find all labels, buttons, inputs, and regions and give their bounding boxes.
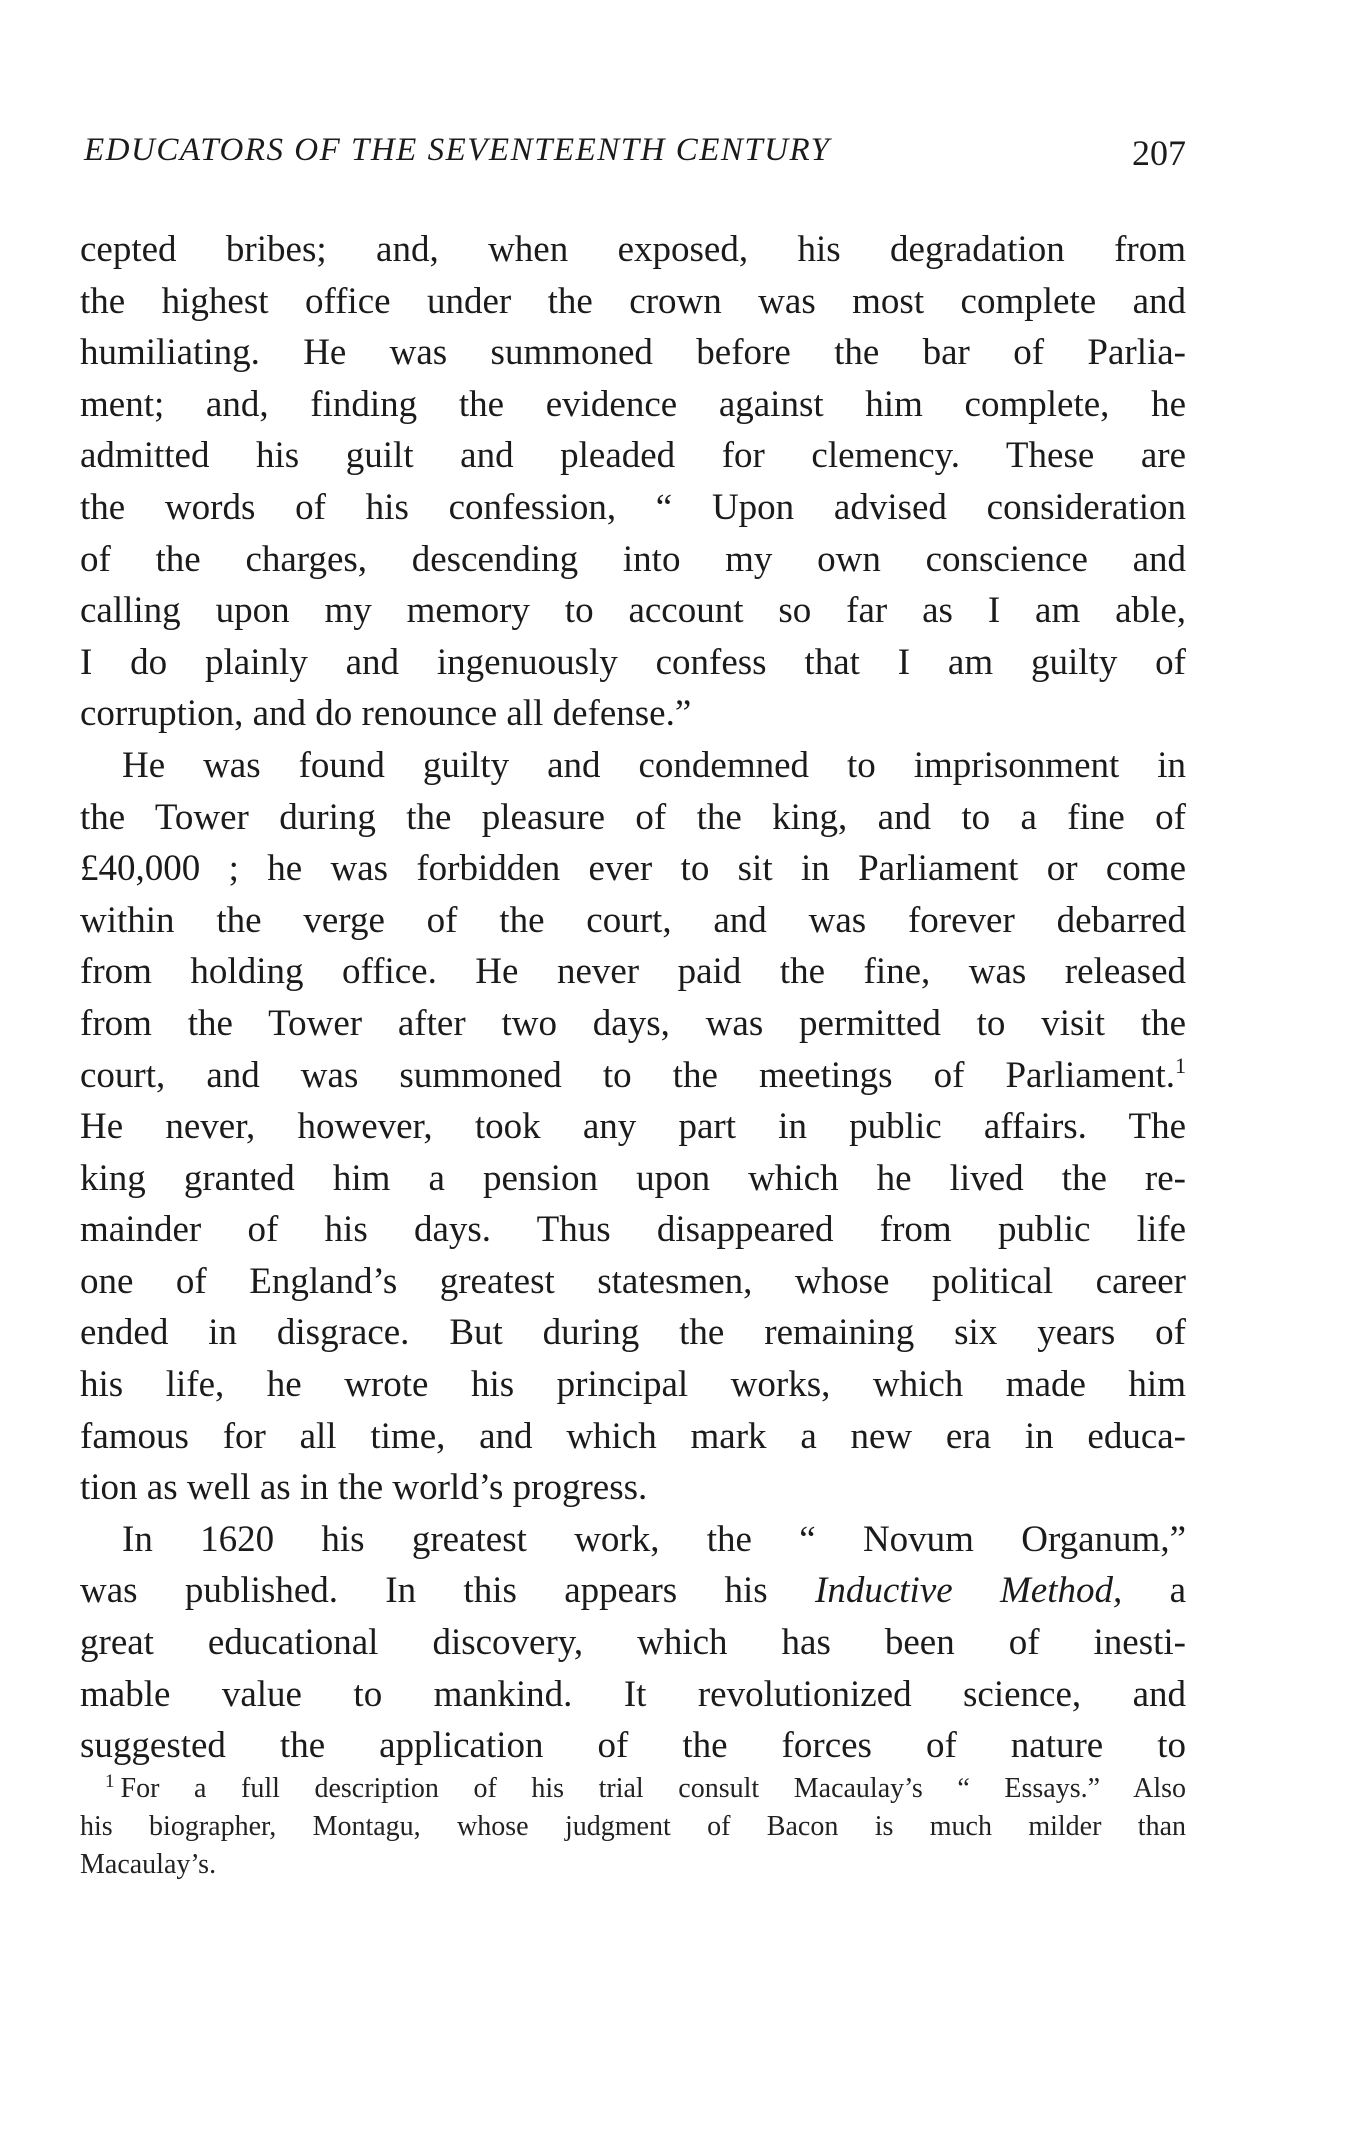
text-line-with-emphasis xyxy=(80,1565,1186,1617)
text-line: ended in disgrace. But during the remaining six years of xyxy=(80,1312,1186,1354)
text-line-content: court, and was summoned to the meetings of Parliament. xyxy=(80,1054,1175,1096)
text-line: I do plainly and ingenuously confess that I am guilty of xyxy=(80,641,1186,683)
footnote-marker: 1 xyxy=(105,1771,115,1792)
text-line: king granted him a pension upon which he lived the re- xyxy=(80,1157,1186,1199)
text-line: the highest office under the crown was most complete and xyxy=(80,280,1186,322)
text-line: ment; and, finding the evidence against him complete, he xyxy=(80,383,1186,425)
footnote-text: For a full description of his trial consult Macaulay’s “ Essays.” Also xyxy=(120,1773,1186,1804)
text-line: tion as well as in the world’s progress. xyxy=(80,1467,648,1509)
text-line: admitted his guilt and pleaded for clemency. These are xyxy=(80,435,1186,477)
text-line: suggested the application of the forces of nature to xyxy=(80,1725,1186,1767)
text-line: the Tower during the pleasure of the king, and to a fine of xyxy=(80,796,1186,838)
text-line: humiliating. He was summoned before the bar of Parlia- xyxy=(80,332,1186,374)
text-line: In 1620 his greatest work, the “ Novum Organum,” xyxy=(122,1518,1186,1560)
text-line: calling upon my memory to account so far as I am able, xyxy=(80,590,1186,632)
footnote xyxy=(80,1770,1186,1884)
text-line: one of England’s greatest statesmen, whose political career xyxy=(80,1260,1186,1302)
text-line: great educational discovery, which has been of inesti- xyxy=(80,1622,1186,1664)
text-line: He never, however, took any part in public affairs. The xyxy=(80,1106,1186,1148)
footnote-line xyxy=(80,1770,1186,1808)
text-segment: was published. In this appears his xyxy=(80,1570,816,1612)
text-line: mable value to mankind. It revolutionized science, and xyxy=(80,1673,1186,1715)
page-number: 207 xyxy=(1132,133,1186,173)
running-head xyxy=(84,132,1186,182)
text-line: from holding office. He never paid the fine, was released xyxy=(80,951,1186,993)
text-line: famous for all time, and which mark a new era in educa- xyxy=(80,1415,1186,1457)
text-line: from the Tower after two days, was permitted to visit the xyxy=(80,1002,1186,1044)
footnote-line: Macaulay’s. xyxy=(80,1849,217,1880)
text-line: cepted bribes; and, when exposed, his degradation from xyxy=(80,229,1186,270)
body-text xyxy=(80,224,1186,1772)
text-line: his life, he wrote his principal works, which made him xyxy=(80,1364,1186,1406)
text-segment: a xyxy=(1122,1570,1187,1612)
text-line: mainder of his days. Thus disappeared from public life xyxy=(80,1209,1186,1251)
text-line: £40,000 ; he was forbidden ever to sit in Parliament or come xyxy=(80,848,1186,890)
text-line: the words of his confession, “ Upon advised consideration xyxy=(80,486,1186,528)
text-line-with-footnote-ref xyxy=(80,1050,1186,1102)
footnote-reference: 1 xyxy=(1175,1052,1186,1078)
text-line: corruption, and do renounce all defense.” xyxy=(80,693,692,735)
running-head-title: EDUCATORS OF THE SEVENTEENTH CENTURY xyxy=(84,132,831,168)
emphasized-term: Inductive Method, xyxy=(815,1570,1123,1612)
footnote-line: his biographer, Montagu, whose judgment of Bacon is much milder than xyxy=(80,1811,1186,1842)
text-line: of the charges, descending into my own conscience and xyxy=(80,538,1186,580)
text-line: He was found guilty and condemned to imprisonment in xyxy=(122,744,1186,786)
text-line: within the verge of the court, and was forever debarred xyxy=(80,899,1186,941)
